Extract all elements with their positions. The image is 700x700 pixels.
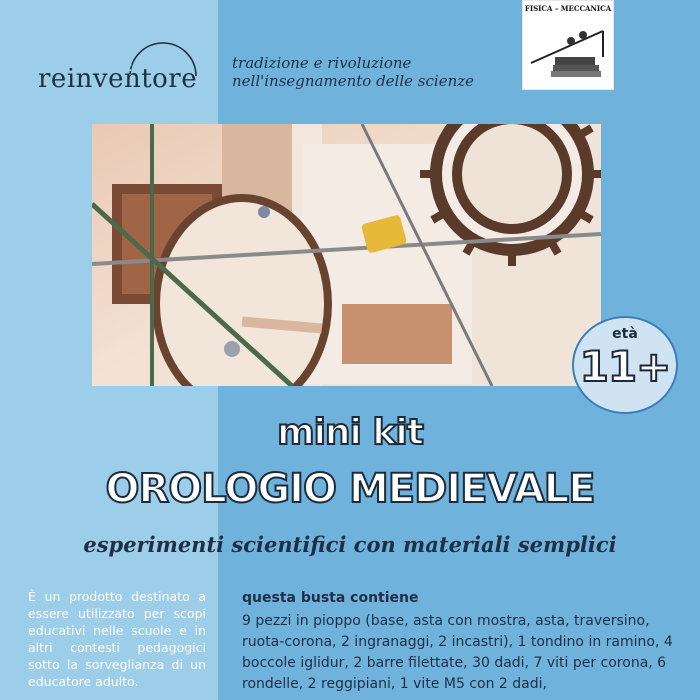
- tagline-line-2: nell'insegnamento delle scienze: [232, 72, 475, 90]
- subtitle: esperimenti scientifici con materiali semplici: [83, 532, 617, 557]
- title-line-2: OROLOGIO MEDIEVALE: [105, 466, 595, 512]
- subject-badge-label: FISICA – MECCANICA: [524, 4, 612, 13]
- age-label: età: [612, 326, 638, 342]
- subject-badge: [522, 0, 614, 90]
- tagline: [232, 54, 474, 90]
- disclaimer-text: È un prodotto destinato a essere utilizzato per scopi educativi nelle scuole e in altri contesti pedagogici sotto la sorveglianza di un educatore adulto.: [28, 589, 206, 689]
- title-line-1: mini kit: [277, 412, 423, 453]
- tagline-line-1: tradizione e rivoluzione: [232, 54, 412, 72]
- logo-text: reinventore: [38, 64, 198, 94]
- contents-list: 9 pezzi in pioppo (base, asta con mostra, asta, traversino, ruota-corona, 2 ingranaggi, 2 incastri), 1 tondino in ramino, 4 boccole iglidur, 2 barre filettate, 30 dadi, 7 viti per corona, 6 rondelle, 2 reggipiani, 1 vite M5 con 2 dadi,: [242, 613, 673, 692]
- contents-heading: questa busta contiene: [242, 590, 419, 606]
- age-badge: [572, 316, 678, 414]
- reinventore-logo: [28, 28, 218, 98]
- age-value: 11+: [579, 342, 671, 391]
- product-photo: [92, 124, 601, 386]
- mechanism-illustration: [92, 124, 601, 386]
- inclined-plane-icon: [523, 1, 613, 89]
